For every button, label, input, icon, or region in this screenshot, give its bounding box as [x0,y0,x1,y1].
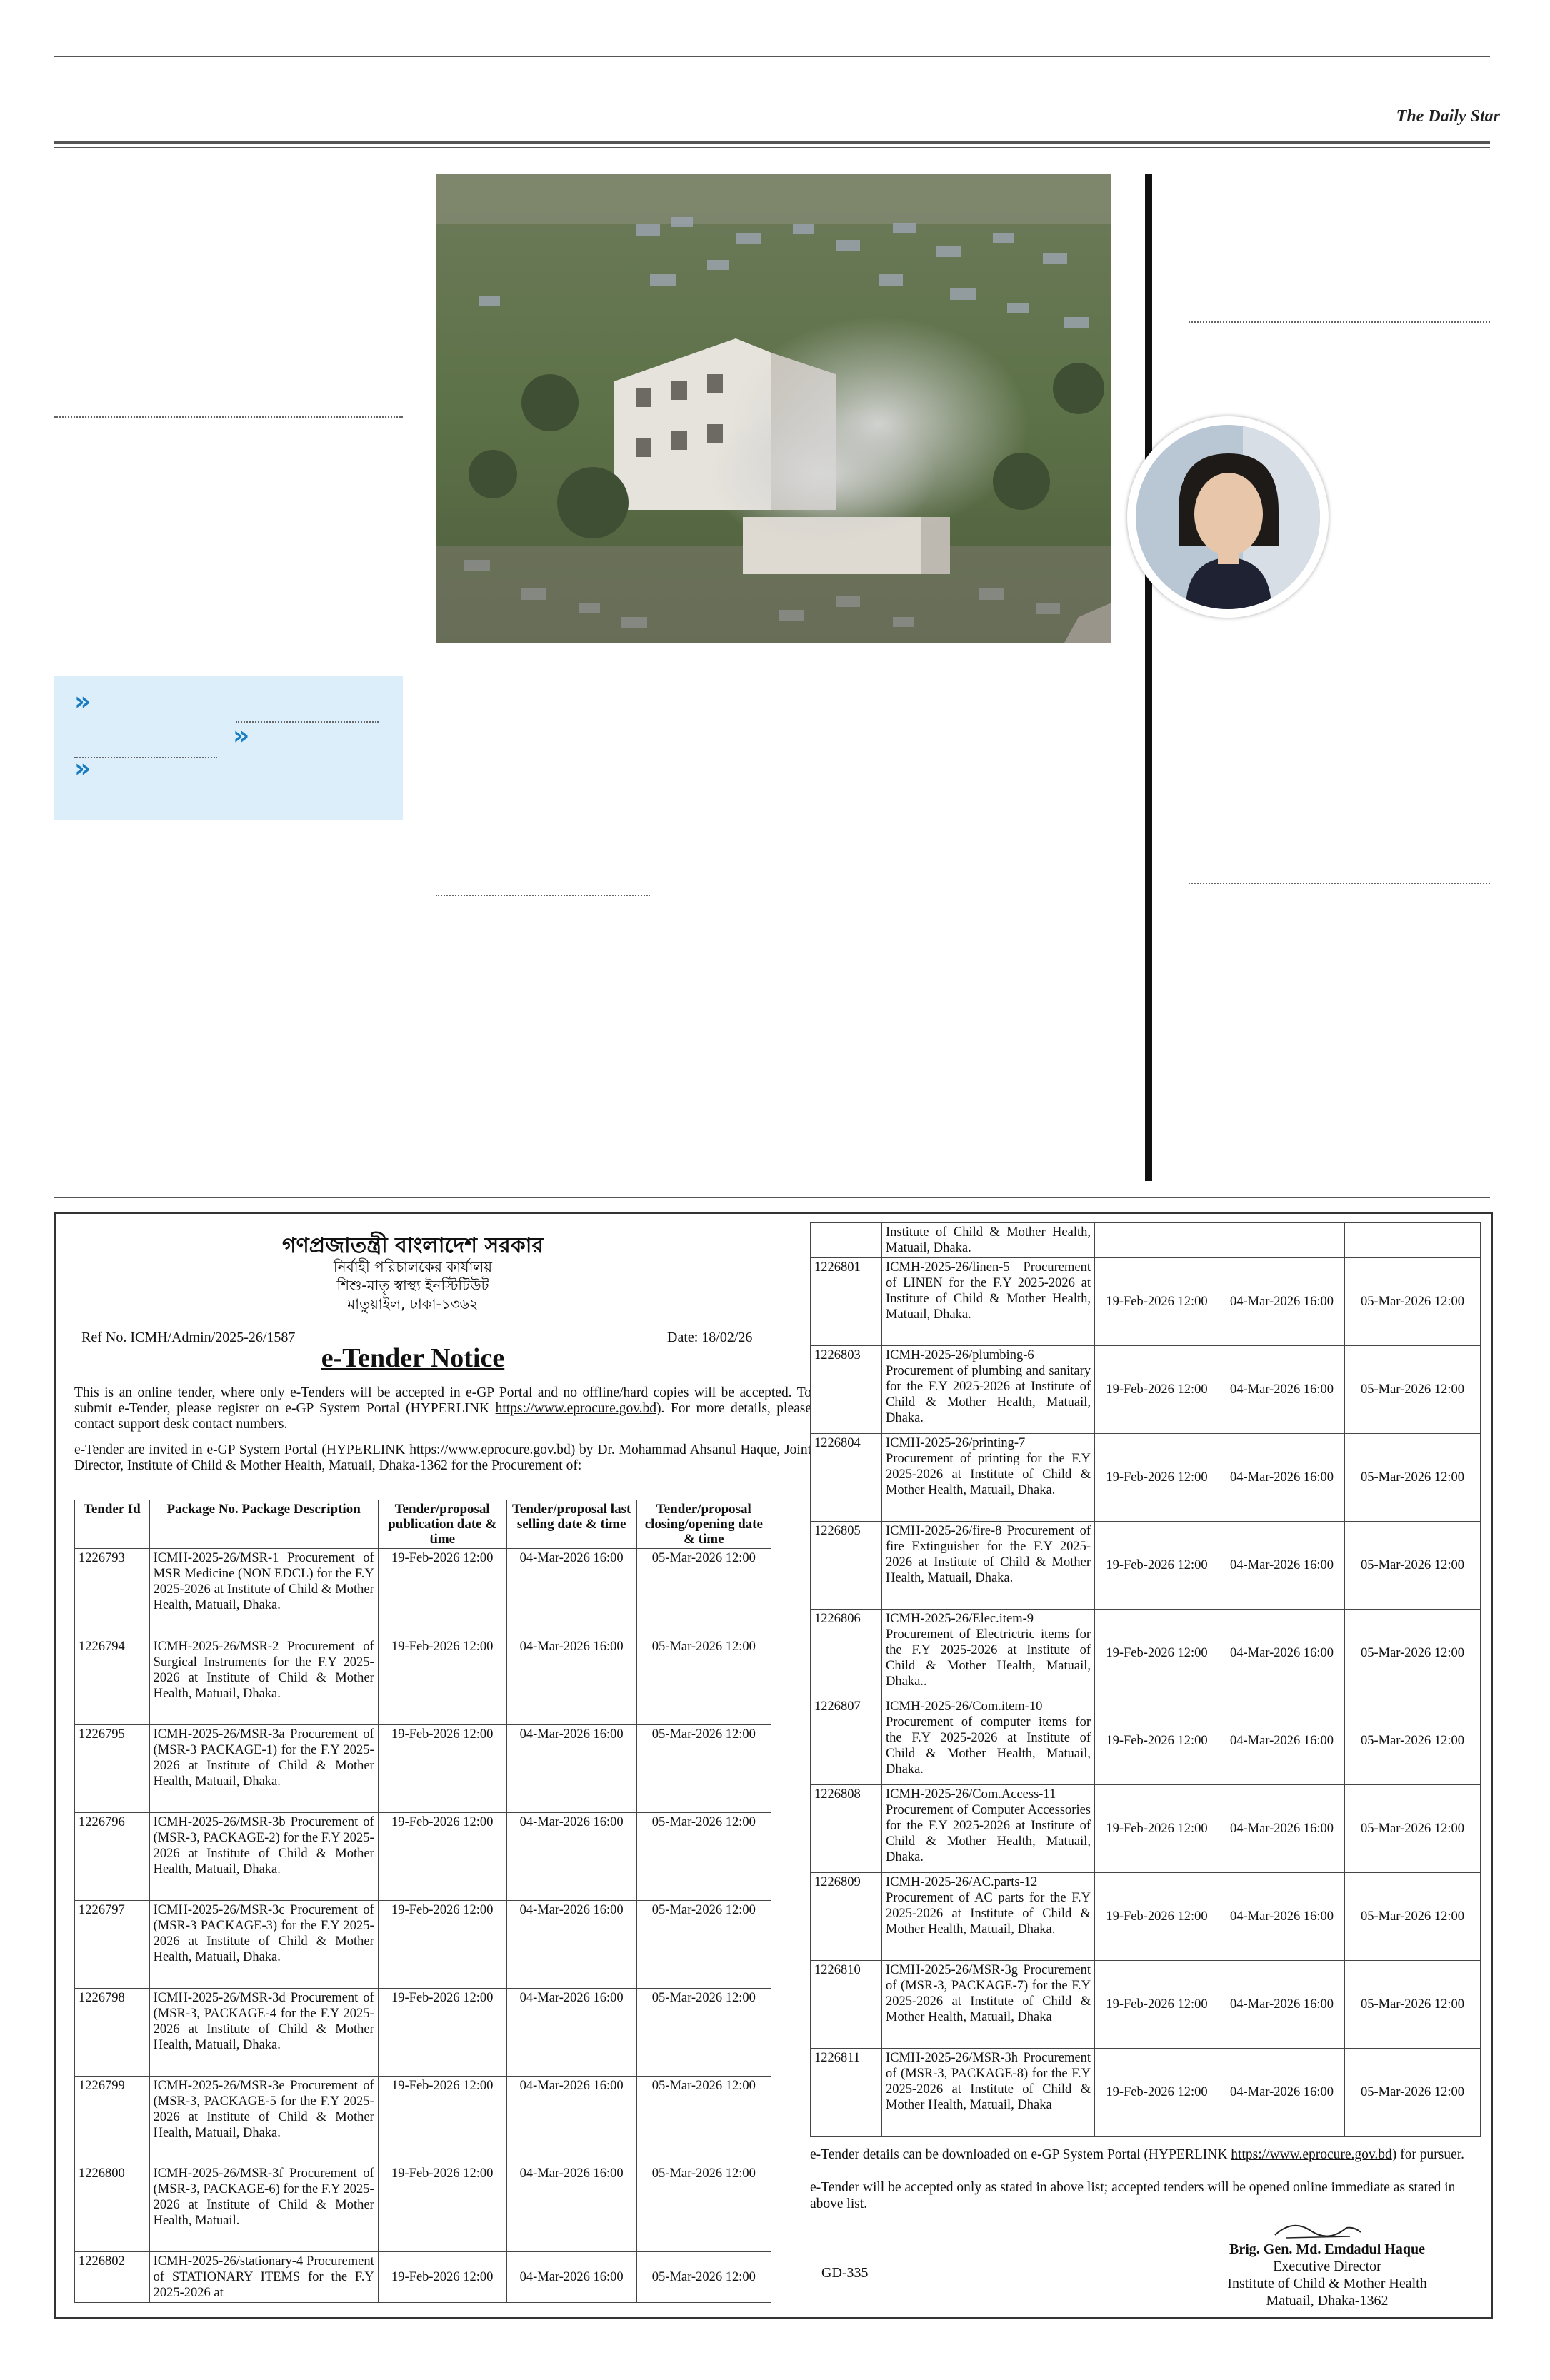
masthead-rule [54,141,1490,144]
selling-datetime: 04-Mar-2026 16:00 [1219,1873,1345,1961]
publication-datetime: 19-Feb-2026 12:00 [378,2164,506,2252]
table-row [75,2164,771,2252]
chevron-icon[interactable]: » [74,754,91,783]
package-description: ICMH-2025-26/fire-8 Procurement of fire Extinguisher for the F.Y 2025-2026 at Institute of Child & Mother Health, Matuail, Dhaka. [882,1522,1095,1610]
notice-title: e-Tender Notice [321,1343,505,1373]
tender-id: 1226799 [75,2077,150,2164]
publication-datetime: 19-Feb-2026 12:00 [1095,1785,1219,1873]
closing-datetime: 05-Mar-2026 12:00 [1345,1873,1481,1961]
selling-datetime: 04-Mar-2026 16:00 [1219,1258,1345,1346]
tender-id: 1226806 [811,1610,882,1697]
selling-datetime: 04-Mar-2026 16:00 [1219,1961,1345,2049]
closing-datetime: 05-Mar-2026 12:00 [636,1725,771,1813]
columnist-avatar [1127,416,1329,618]
package-description: ICMH-2025-26/stationary-4 Procurement of STATIONARY ITEMS for the F.Y 2025-2026 at [149,2252,378,2303]
table-row [811,1522,1481,1610]
notice-paragraph-2: e-Tender are invited in e-GP System Portal (HYPERLINK https://www.eprocure.gov.bd) by Dr. Mohammad Ahsanul Haque, Joint Director, Institute of Child & Mother Health, Matuail, Dhaka-1362 for the Procurement of: [74,1442,811,1473]
package-description: ICMH-2025-26/MSR-3f Procurement of (MSR-3, PACKAGE-6) for the F.Y 2025-2026 at Institute of Child & Mother Health, Matuail. [149,2164,378,2252]
selling-datetime: 04-Mar-2026 16:00 [1219,2049,1345,2137]
package-description: ICMH-2025-26/MSR-3b Procurement of (MSR-3, PACKAGE-2) for the F.Y 2025-2026 at Institute of Child & Mother Health, Matuail, Dhaka. [149,1813,378,1901]
package-description: ICMH-2025-26/linen-5 Procurement of LINEN for the F.Y 2025-2026 at Institute of Child & Mother Health, Matuail, Dhaka. [882,1258,1095,1346]
table-row [75,1813,771,1901]
notice-paragraph-1: This is an online tender, where only e-Tenders will be accepted in e-GP Portal and no offline/hard copies will be accepted. To submit e-Tender, please register on e-GP System Portal (HYPERLINK https://www.eprocure.gov.bd). For more details, please contact support desk contact numbers. [74,1385,811,1432]
portrait-graphic [1136,425,1320,609]
selling-datetime: 04-Mar-2026 16:00 [1219,1522,1345,1610]
package-description: ICMH-2025-26/MSR-1 Procurement of MSR Medicine (NON EDCL) for the F.Y 2025-2026 at Institute of Child & Mother Health, Matuail, Dhaka. [149,1549,378,1637]
notice-date: Date: 18/02/26 [667,1330,753,1345]
package-description: ICMH-2025-26/MSR-2 Procurement of Surgical Instruments for the F.Y 2025-2026 at Institute of Child & Mother Health, Matuail, Dhaka. [149,1637,378,1725]
notice-top-rule [54,1197,1490,1198]
left-column-divider [54,416,403,418]
header-publication: Tender/proposal publication date & time [378,1500,506,1549]
publication-datetime: 19-Feb-2026 12:00 [378,1813,506,1901]
ref-number: Ref No. ICMH/Admin/2025-26/1587 [81,1330,296,1345]
selling-datetime: 04-Mar-2026 16:00 [1219,1697,1345,1785]
package-description: ICMH-2025-26/AC.parts-12 Procurement of AC parts for the F.Y 2025-2026 at Institute of Child & Mother Health, Matuail, Dhaka. [882,1873,1095,1961]
closing-datetime: 05-Mar-2026 12:00 [636,2252,771,2303]
signatory-name: Brig. Gen. Md. Emdadul Haque [1229,2241,1425,2257]
table-row [811,1223,1481,1258]
related-divider [74,757,217,758]
selling-datetime: 04-Mar-2026 16:00 [506,2164,636,2252]
tender-id: 1226796 [75,1813,150,1901]
tender-table-right [810,1222,1481,2137]
publication-datetime: 19-Feb-2026 12:00 [1095,1697,1219,1785]
tender-table-left [74,1500,771,2303]
publication-datetime: 19-Feb-2026 12:00 [1095,1873,1219,1961]
signatory-block [1199,2241,1456,2309]
table-row [811,1873,1481,1961]
continued-description: Institute of Child & Mother Health, Matuail, Dhaka. [882,1223,1095,1258]
signatory-address: Matuail, Dhaka-1362 [1266,2293,1389,2309]
tender-id: 1226802 [75,2252,150,2303]
publication-datetime: 19-Feb-2026 12:00 [1095,2049,1219,2137]
table-row [811,1610,1481,1697]
table-row [75,2252,771,2303]
table-row [75,1637,771,1725]
signature-scribble [1271,2215,1364,2244]
demolition-photo [436,174,1111,643]
right-column-divider-2 [1189,883,1490,884]
publication-datetime: 19-Feb-2026 12:00 [1095,1258,1219,1346]
table-row [75,2077,771,2164]
table-row [811,1697,1481,1785]
publication-datetime: 19-Feb-2026 12:00 [1095,1434,1219,1522]
table-row [75,1901,771,1989]
header-selling: Tender/proposal last selling date & time [506,1500,636,1549]
photo-graphic [436,174,1111,643]
signatory-title: Executive Director [1273,2259,1381,2274]
header-tender-id: Tender Id [75,1500,150,1549]
closing-datetime: 05-Mar-2026 12:00 [636,1549,771,1637]
tender-id: 1226794 [75,1637,150,1725]
signatory-org: Institute of Child & Mother Health [1227,2276,1427,2291]
related-links-box [54,676,403,820]
selling-datetime: 04-Mar-2026 16:00 [1219,1610,1345,1697]
tender-id: 1226804 [811,1434,882,1522]
table-row [811,2049,1481,2137]
package-description: ICMH-2025-26/printing-7 Procurement of printing for the F.Y 2025-2026 at Institute of Child & Mother Health, Matuail, Dhaka. [882,1434,1095,1522]
eprocure-link[interactable]: https://www.eprocure.gov.bd [409,1442,571,1457]
notice-header-line1: গণপ্রজাতন্ত্রী বাংলাদেশ সরকার [282,1233,544,1258]
table-row [811,1785,1481,1873]
package-description: ICMH-2025-26/MSR-3h Procurement of (MSR-3, PACKAGE-8) for the F.Y 2025-2026 at Institute of Child & Mother Health, Matuail, Dhaka [882,2049,1095,2137]
selling-datetime: 04-Mar-2026 16:00 [506,2077,636,2164]
selling-datetime: 04-Mar-2026 16:00 [506,1813,636,1901]
closing-datetime: 05-Mar-2026 12:00 [1345,1785,1481,1873]
tender-id: 1226811 [811,2049,882,2137]
right-column-divider [1189,321,1490,323]
tender-id: 1226797 [75,1901,150,1989]
tender-id: 1226808 [811,1785,882,1873]
footer-note-2: e-Tender will be accepted only as stated in above list; accepted tenders will be opened online immediate as stated in above list. [810,2180,1456,2211]
closing-datetime: 05-Mar-2026 12:00 [1345,1610,1481,1697]
e-tender-notice [54,1212,1493,2319]
tender-id: 1226805 [811,1522,882,1610]
notice-header-line2: নির্বাহী পরিচালকের কার্যালয় [333,1258,493,1275]
tender-id: 1226803 [811,1346,882,1434]
package-description: ICMH-2025-26/MSR-3a Procurement of (MSR-3 PACKAGE-1) for the F.Y 2025-2026 at Institute of Child & Mother Health, Matuail, Dhaka. [149,1725,378,1813]
notice-header-line3: শিশু-মাতৃ স্বাস্থ্য ইনস্টিটিউট [336,1277,489,1294]
publication-datetime: 19-Feb-2026 12:00 [1095,1610,1219,1697]
package-description: ICMH-2025-26/MSR-3g Procurement of (MSR-3, PACKAGE-7) for the F.Y 2025-2026 at Institute of Child & Mother Health, Matuail, Dhaka [882,1961,1095,2049]
publication-datetime: 19-Feb-2026 12:00 [378,1989,506,2077]
closing-datetime: 05-Mar-2026 12:00 [636,1901,771,1989]
table-row [811,1346,1481,1434]
notice-header-line4: মাতুয়াইল, ঢাকা-১৩৬২ [347,1295,479,1312]
publication-datetime: 19-Feb-2026 12:00 [378,2252,506,2303]
publication-datetime: 19-Feb-2026 12:00 [378,1901,506,1989]
publication-datetime: 19-Feb-2026 12:00 [1095,1346,1219,1434]
masthead-logo: The Daily Star [1396,107,1500,126]
table-row [811,1434,1481,1522]
column-vertical-rule [1145,174,1152,1181]
masthead-rule-2 [54,147,1490,148]
table-row [811,1961,1481,2049]
tender-id: 1226807 [811,1697,882,1785]
selling-datetime: 04-Mar-2026 16:00 [506,1637,636,1725]
closing-datetime: 05-Mar-2026 12:00 [1345,1346,1481,1434]
chevron-icon[interactable]: » [233,721,250,750]
publication-datetime: 19-Feb-2026 12:00 [378,1549,506,1637]
closing-datetime: 05-Mar-2026 12:00 [1345,1961,1481,2049]
table-header-row [75,1500,771,1549]
package-description: ICMH-2025-26/Elec.item-9 Procurement of Electrictric items for the F.Y 2025-2026 at Institute of Child & Mother Health, Matuail, Dhaka.. [882,1610,1095,1697]
publication-datetime: 19-Feb-2026 12:00 [378,1637,506,1725]
chevron-icon[interactable]: » [74,687,91,716]
footer-note-1: e-Tender details can be downloaded on e-GP System Portal (HYPERLINK https://www.eprocure.gov.bd) for pursuer. [810,2147,1465,2162]
tender-id: 1226801 [811,1258,882,1346]
selling-datetime: 04-Mar-2026 16:00 [506,1549,636,1637]
tender-id: 1226809 [811,1873,882,1961]
package-description: ICMH-2025-26/Com.item-10 Procurement of computer items for the F.Y 2025-2026 at Institute of Child & Mother Health, Matuail, Dhaka. [882,1697,1095,1785]
tender-id: 1226800 [75,2164,150,2252]
top-rule [54,56,1490,57]
package-description: ICMH-2025-26/MSR-3e Procurement of (MSR-3, PACKAGE-5 for the F.Y 2025-2026 at Institute of Child & Mother Health, Matuail, Dhaka. [149,2077,378,2164]
selling-datetime: 04-Mar-2026 16:00 [1219,1346,1345,1434]
package-description: ICMH-2025-26/MSR-3d Procurement of (MSR-3, PACKAGE-4 for the F.Y 2025-2026 at Institute of Child & Mother Health, Matuail, Dhaka. [149,1989,378,2077]
publication-datetime: 19-Feb-2026 12:00 [378,1725,506,1813]
header-package: Package No. Package Description [149,1500,378,1549]
tender-id: 1226810 [811,1961,882,2049]
table-row [75,1549,771,1637]
closing-datetime: 05-Mar-2026 12:00 [636,2077,771,2164]
closing-datetime: 05-Mar-2026 12:00 [1345,1697,1481,1785]
closing-datetime: 05-Mar-2026 12:00 [1345,2049,1481,2137]
eprocure-link[interactable]: https://www.eprocure.gov.bd [495,1401,657,1416]
tender-id: 1226798 [75,1989,150,2077]
selling-datetime: 04-Mar-2026 16:00 [1219,1434,1345,1522]
selling-datetime: 04-Mar-2026 16:00 [506,2252,636,2303]
closing-datetime: 05-Mar-2026 12:00 [1345,1258,1481,1346]
selling-datetime: 04-Mar-2026 16:00 [506,1901,636,1989]
gd-number: GD-335 [821,2265,869,2281]
person-portrait-icon [1136,425,1320,609]
package-description: ICMH-2025-26/plumbing-6 Procurement of plumbing and sanitary for the F.Y 2025-2026 at Institute of Child & Mother Health, Matuail, Dhaka. [882,1346,1095,1434]
closing-datetime: 05-Mar-2026 12:00 [1345,1522,1481,1610]
closing-datetime: 05-Mar-2026 12:00 [636,2164,771,2252]
table-row [811,1258,1481,1346]
package-description: ICMH-2025-26/MSR-3c Procurement of (MSR-3 PACKAGE-3) for the F.Y 2025-2026 at Institute of Child & Mother Health, Matuail, Dhaka. [149,1901,378,1989]
publication-datetime: 19-Feb-2026 12:00 [1095,1961,1219,2049]
related-divider [236,721,379,723]
closing-datetime: 05-Mar-2026 12:00 [636,1989,771,2077]
center-column-divider [436,895,650,896]
tender-id: 1226795 [75,1725,150,1813]
eprocure-link[interactable]: https://www.eprocure.gov.bd [1231,2147,1392,2162]
header-closing: Tender/proposal closing/opening date & time [636,1500,771,1549]
publication-datetime: 19-Feb-2026 12:00 [378,2077,506,2164]
table-row [75,1989,771,2077]
publication-datetime: 19-Feb-2026 12:00 [1095,1522,1219,1610]
selling-datetime: 04-Mar-2026 16:00 [506,1989,636,2077]
closing-datetime: 05-Mar-2026 12:00 [1345,1434,1481,1522]
package-description: ICMH-2025-26/Com.Access-11 Procurement of Computer Accessories for the F.Y 2025-2026 at Institute of Child & Mother Health, Matuail, Dhaka. [882,1785,1095,1873]
tender-id: 1226793 [75,1549,150,1637]
closing-datetime: 05-Mar-2026 12:00 [636,1637,771,1725]
selling-datetime: 04-Mar-2026 16:00 [506,1725,636,1813]
closing-datetime: 05-Mar-2026 12:00 [636,1813,771,1901]
selling-datetime: 04-Mar-2026 16:00 [1219,1785,1345,1873]
table-row [75,1725,771,1813]
